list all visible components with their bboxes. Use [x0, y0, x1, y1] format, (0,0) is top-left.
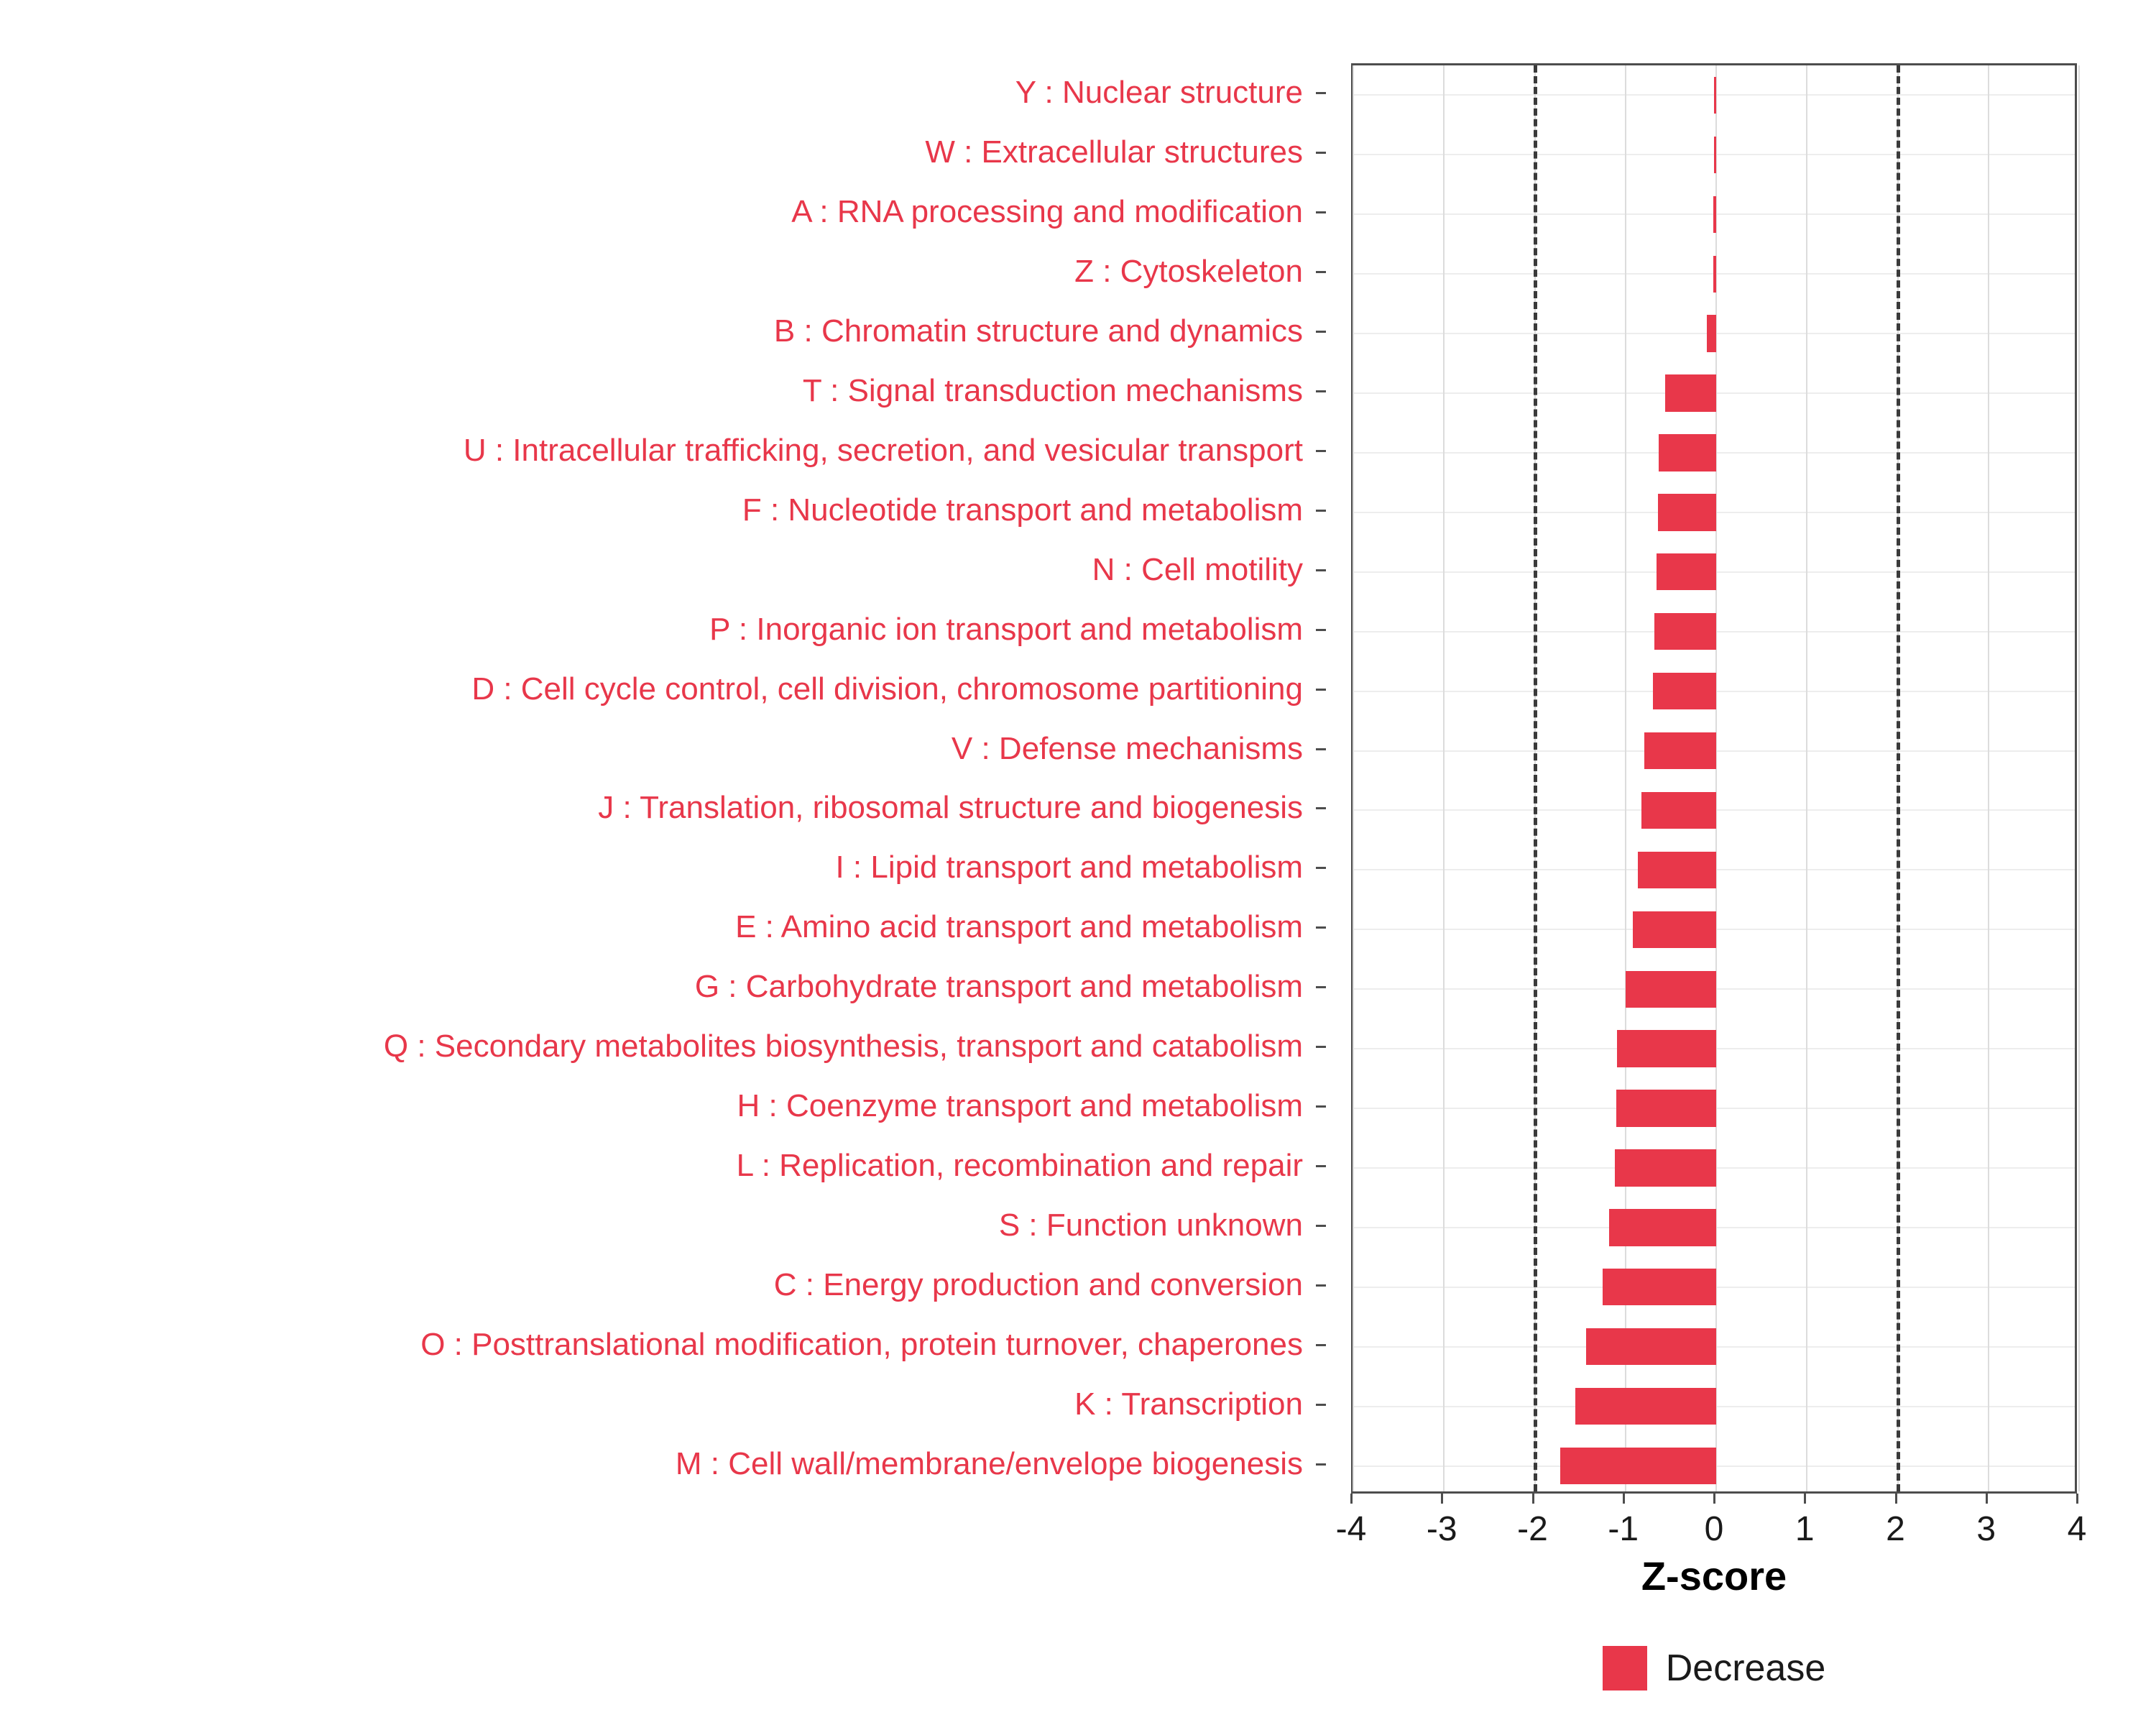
y-axis-tick-mark — [1316, 1463, 1326, 1466]
x-axis-tick-mark — [1350, 1494, 1353, 1504]
bar — [1707, 315, 1716, 351]
reference-line — [1897, 65, 1900, 1491]
y-axis-tick-mark — [1316, 390, 1326, 392]
y-axis-tick-label: D : Cell cycle control, cell division, chromosome partitioning — [471, 671, 1303, 707]
bar — [1641, 792, 1716, 829]
y-axis-tick-label: B : Chromatin structure and dynamics — [773, 313, 1303, 349]
bar — [1575, 1388, 1716, 1425]
x-axis-tick-label: -4 — [1335, 1510, 1367, 1548]
y-axis-tick-mark — [1316, 152, 1326, 154]
x-axis-tick-label: 1 — [1795, 1510, 1815, 1548]
reference-line — [1534, 65, 1537, 1491]
y-axis-tick-label: Y : Nuclear structure — [1015, 75, 1303, 111]
bar — [1609, 1209, 1716, 1246]
y-axis-tick-mark — [1316, 271, 1326, 273]
y-axis-tick-label: K : Transcription — [1074, 1386, 1303, 1422]
y-axis-tick-mark — [1316, 807, 1326, 809]
x-axis-tick-mark — [1623, 1494, 1625, 1504]
y-axis-tick-label: N : Cell motility — [1092, 551, 1303, 587]
plot-panel — [1351, 63, 2077, 1494]
legend — [1351, 1646, 2077, 1690]
x-axis-tick-label: 4 — [2067, 1510, 2087, 1548]
grid-line-vertical — [1443, 65, 1445, 1491]
y-axis-tick-label: F : Nucleotide transport and metabolism — [742, 492, 1303, 528]
legend-swatch-decrease — [1603, 1646, 1647, 1690]
bar — [1603, 1269, 1716, 1305]
y-axis-tick-label: M : Cell wall/membrane/envelope biogenesis — [675, 1445, 1303, 1481]
y-axis-tick-mark — [1316, 1046, 1326, 1048]
y-axis-tick-label: Q : Secondary metabolites biosynthesis, transport and catabolism — [383, 1029, 1303, 1064]
y-axis-tick-mark — [1316, 1344, 1326, 1346]
x-axis-tick-label: -3 — [1426, 1510, 1457, 1548]
x-axis-tick-label: -1 — [1608, 1510, 1639, 1548]
bar — [1626, 971, 1716, 1008]
y-axis-tick-label: J : Translation, ribosomal structure and biogenesis — [598, 790, 1303, 826]
grid-line-vertical — [1353, 65, 1354, 1491]
x-axis-tick-mark — [1713, 1494, 1715, 1504]
legend-label-decrease: Decrease — [1665, 1647, 1826, 1689]
y-axis-tick-mark — [1316, 867, 1326, 869]
bar — [1638, 852, 1716, 888]
bar — [1714, 77, 1716, 114]
y-axis-tick-label: T : Signal transduction mechanisms — [802, 373, 1303, 409]
bar — [1616, 1090, 1716, 1126]
bar — [1633, 911, 1716, 948]
grid-line-vertical — [1806, 65, 1807, 1491]
y-axis-tick-label: W : Extracellular structures — [925, 134, 1303, 170]
bar — [1654, 613, 1716, 650]
y-axis-tick-label: O : Posttranslational modification, protein turnover, chaperones — [420, 1326, 1303, 1362]
bar — [1665, 374, 1716, 411]
y-axis-category-labels — [0, 63, 1326, 1494]
y-axis-tick-mark — [1316, 331, 1326, 333]
y-axis-tick-label: A : RNA processing and modification — [791, 194, 1303, 230]
bar — [1617, 1030, 1716, 1067]
bar — [1713, 196, 1716, 233]
x-axis-tick-mark — [1441, 1494, 1443, 1504]
y-axis-tick-label: Z : Cytoskeleton — [1074, 254, 1303, 290]
x-axis-tick-mark — [2076, 1494, 2078, 1504]
y-axis-tick-mark — [1316, 926, 1326, 929]
x-axis-tick-mark — [1986, 1494, 1988, 1504]
bar — [1615, 1149, 1716, 1186]
x-axis-tick-mark — [1532, 1494, 1534, 1504]
y-axis-tick-mark — [1316, 92, 1326, 94]
y-axis-tick-mark — [1316, 510, 1326, 512]
y-axis-tick-mark — [1316, 569, 1326, 571]
x-axis-tick-label: 2 — [1886, 1510, 1905, 1548]
x-axis-tick-label: -2 — [1517, 1510, 1548, 1548]
y-axis-tick-mark — [1316, 211, 1326, 213]
x-axis-title: Z-score — [1641, 1553, 1787, 1598]
bar — [1560, 1448, 1716, 1484]
y-axis-tick-mark — [1316, 689, 1326, 691]
y-axis-tick-mark — [1316, 629, 1326, 631]
y-axis-tick-mark — [1316, 1105, 1326, 1108]
x-axis-tick-label: 0 — [1704, 1510, 1724, 1548]
y-axis-tick-label: G : Carbohydrate transport and metabolism — [694, 969, 1303, 1005]
y-axis-tick-label: L : Replication, recombination and repair — [736, 1147, 1303, 1183]
bar — [1659, 434, 1716, 471]
bar — [1653, 673, 1716, 709]
y-axis-tick-label: V : Defense mechanisms — [951, 730, 1303, 766]
bar — [1657, 553, 1716, 590]
y-axis-tick-mark — [1316, 748, 1326, 750]
bar — [1714, 137, 1716, 173]
y-axis-tick-mark — [1316, 1284, 1326, 1287]
x-axis-tick-mark — [1804, 1494, 1806, 1504]
x-axis-tick-mark — [1895, 1494, 1897, 1504]
grid-line-vertical — [1988, 65, 1989, 1491]
y-axis-tick-label: U : Intracellular trafficking, secretion, and vesicular transport — [463, 432, 1303, 468]
y-axis-tick-mark — [1316, 986, 1326, 988]
y-axis-tick-mark — [1316, 1165, 1326, 1167]
bar — [1644, 732, 1716, 769]
y-axis-tick-label: C : Energy production and conversion — [773, 1266, 1303, 1302]
y-axis-tick-label: E : Amino acid transport and metabolism — [735, 909, 1303, 945]
y-axis-tick-label: I : Lipid transport and metabolism — [835, 850, 1303, 886]
y-axis-tick-mark — [1316, 1225, 1326, 1227]
bar — [1586, 1328, 1716, 1365]
grid-line-vertical — [2078, 65, 2080, 1491]
bar — [1658, 494, 1716, 530]
y-axis-tick-label: H : Coenzyme transport and metabolism — [737, 1088, 1303, 1124]
y-axis-tick-mark — [1316, 1404, 1326, 1406]
bar — [1713, 256, 1716, 293]
x-axis-tick-label: 3 — [1976, 1510, 1996, 1548]
y-axis-tick-mark — [1316, 450, 1326, 452]
y-axis-tick-label: S : Function unknown — [998, 1207, 1303, 1243]
y-axis-tick-label: P : Inorganic ion transport and metabolism — [709, 611, 1303, 647]
